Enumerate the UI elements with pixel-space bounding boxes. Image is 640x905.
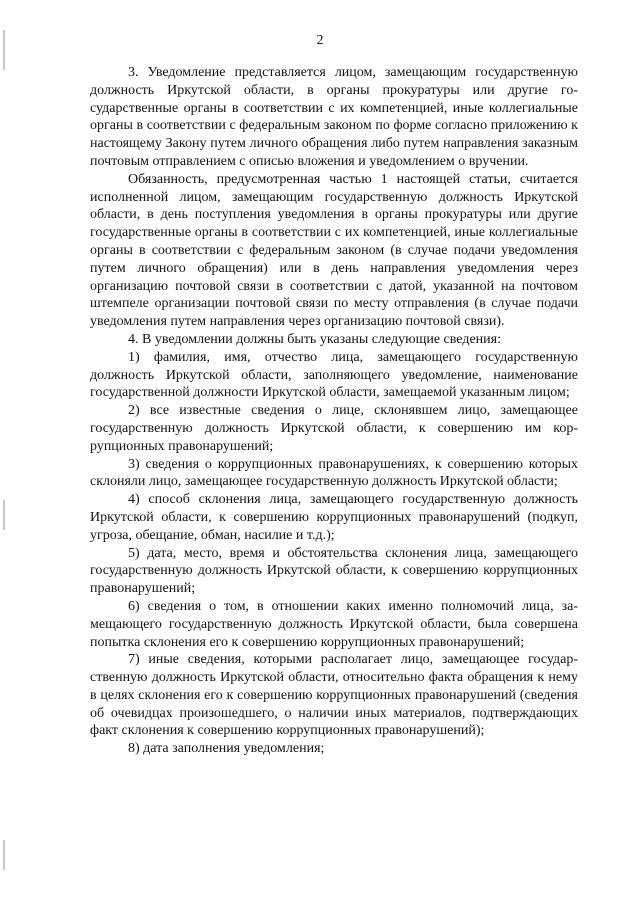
list-item-4-inducement-method: 4) способ склонения лица, замещающего государственную должность Иркутской области, к совершению коррупционных правонарушений (подкуп, угроза, обещание, обман, насилие и т.д.); — [90, 492, 578, 543]
list-item-2-inducer-info: 2) все известные сведения о лице, склонявшем лицо, замещающее государственную должность Иркутской области, к совершению им коррупционных правонарушений; — [90, 403, 578, 454]
page-number: 2 — [316, 33, 324, 48]
scan-edge-mark — [3, 500, 5, 530]
scan-edge-mark — [3, 30, 5, 70]
list-item-8-fill-date: 8) дата заполнения уведомления; — [128, 741, 325, 757]
paragraph-obligation-fulfilled: Обязанность, предусмотренная частью 1 настоящей статьи, считается исполненной лицом, замещающим государственную должность Иркутской области, в день поступления уведомления в органы прокуратуры или другие государственные органы в соответствии с их компетенцией, иные коллегиальные органы в соответствии с федеральным законом (в случае подачи уведомления путем личного обращения) или в день направления уведомления через организацию почтовой связи в соответствии с датой, указанной на почтовом штемпеле организации почтовой связи по месту отправления (в случае подачи уведомления путем направления через организацию почтовой связи). — [90, 171, 578, 330]
document-body — [90, 64, 578, 758]
paragraph-item-3-notification-submission: 3. Уведомление представляется лицом, замещающим государственную должность Иркутской области, в органы прокуратуры или другие государственные органы в соответствии с их компетенцией, иные коллегиальные органы в соответствии с федеральным законом по форме согласно приложению к настоящему Закону путем личного обращения либо путем направления заказным почтовым отправлением с описью вложения и уведомлением о вручении. — [90, 65, 578, 169]
list-item-5-date-place-time: 5) дата, место, время и обстоятельства склонения лица, замещающего государственную должность Иркутской области, к совершению коррупционных правонарушений; — [90, 545, 578, 597]
paragraph-item-4-required-info: 4. В уведомлении должны быть указаны следующие сведения: — [128, 331, 501, 347]
list-item-3-offense-info: 3) сведения о коррупционных правонарушениях, к совершению которых склоняли лицо, замещающее государственную должность Иркутской области; — [90, 456, 578, 490]
list-item-1-full-name: 1) фамилия, имя, отчество лица, замещающего государственную должность Иркутской области, заполняющего уведомление, наименование государственной должности Иркутской области, замещаемой указанным лицом; — [90, 349, 578, 401]
list-item-6-powers: 6) сведения о том, в отношении каких именно полномочий лица, замещающего государственную должность Иркутской области, была совершена попытка склонения его к совершению коррупционных правонарушений; — [90, 598, 578, 650]
list-item-7-other-info: 7) иные сведения, которыми располагает лицо, замещающее государственную должность Иркутской области, относительно факта обращения к нему в целях склонения его к совершению коррупционных правонарушений (сведения об очевидцах произошедшего, о наличии иных материалов, подтверждающих факт склонения к совершению коррупционных правонарушений); — [90, 652, 578, 739]
scan-edge-mark — [3, 840, 5, 870]
